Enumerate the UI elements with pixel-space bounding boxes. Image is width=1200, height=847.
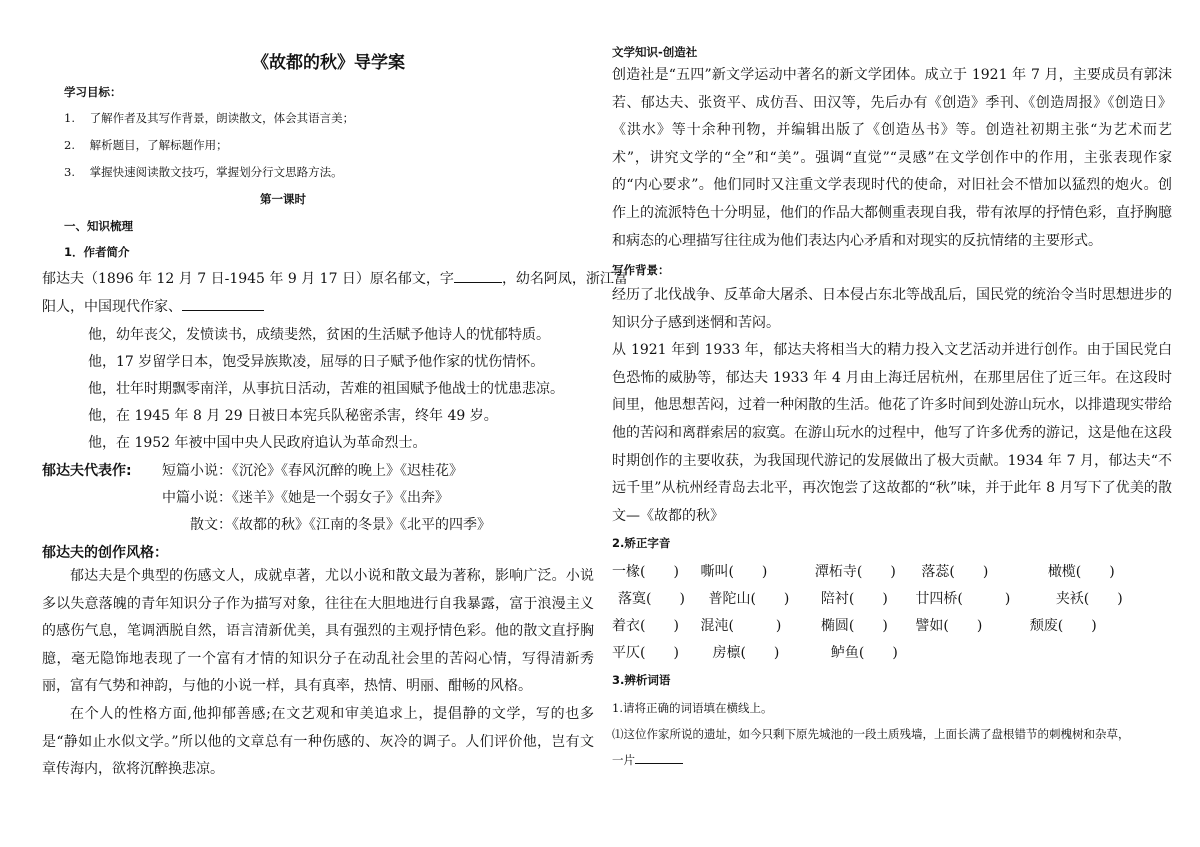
style-heading: 郁达夫的创作风格： bbox=[42, 545, 168, 561]
bio-line-1 bbox=[42, 268, 628, 288]
words-instruction: 1.请将正确的词语填在横线上。 bbox=[612, 701, 773, 715]
goal-text: 掌握快速阅读散文技巧，掌握划分行文思路方法。 bbox=[89, 165, 343, 179]
pinyin-item[interactable]: 鲈鱼( ) bbox=[830, 645, 898, 661]
pinyin-item[interactable]: 嘶叫( ) bbox=[700, 564, 768, 580]
goal-text: 了解作者及其写作背景，朗读散文，体会其语言美； bbox=[89, 111, 355, 125]
background-paragraph-1: 经历了北伐战争、反革命大屠杀、日本侵占东北等战乱后，国民党的统治令当时思想进步的知识分子感到迷惘和苦闷。 bbox=[612, 287, 1172, 331]
pinyin-row bbox=[612, 642, 921, 662]
goals-heading: 学习目标： bbox=[64, 85, 122, 99]
fill-blank[interactable] bbox=[635, 763, 683, 764]
bio-he-line: 他，在 1952 年被中国中央人民政府追认为革命烈士。 bbox=[88, 435, 427, 451]
works-line: 短篇小说：《沉沦》《春风沉醉的晚上》《迟桂花》 bbox=[162, 463, 463, 479]
pinyin-row bbox=[612, 615, 1120, 635]
fill-blank[interactable] bbox=[454, 282, 502, 283]
pinyin-item[interactable]: 潭柘寺( ) bbox=[814, 564, 896, 580]
pinyin-item[interactable]: 橄榄( ) bbox=[1047, 564, 1115, 580]
goal-number: 1. bbox=[64, 111, 75, 125]
pinyin-item[interactable]: 廿四桥( ) bbox=[915, 591, 1011, 607]
works-label: 郁达夫代表作: bbox=[42, 463, 132, 479]
words-heading: 3.辨析词语 bbox=[612, 673, 671, 687]
lit-paragraph: 创造社是“五四”新文学运动中著名的新文学团体。成立于 1921 年 7 月，主要成员有郭沫若、郁达夫、张资平、成仿吾、田汉等，先后办有《创造》季刊、《创造周报》《创造日》《洪水》等十余种刊物，并编辑出版了《创造丛书》等。创造社初期主张“为艺术而艺术”，讲究文学的“全”和“美”。强调“直觉”“灵感”在文学创作中的作用，主张表现作家的“内心要求”。他们同时又注重文学表现时代的使命，对旧社会不惜加以猛烈的炮火。创作上的流派特色十分明显，他们的作品大都侧重表现自我，带有浓厚的抒情色彩，直抒胸臆和病态的心理描写往往成为他们表达内心矛盾和对现实的反抗情绪的主要形式。 bbox=[612, 67, 1172, 249]
words-question-1: ⑴这位作家所说的遗址，如今只剩下原先城池的一段土质残墙，上面长满了盘根错节的刺槐树和杂草， bbox=[612, 727, 1130, 741]
goal-number: 3. bbox=[64, 165, 75, 179]
lit-heading: 文学知识-创造社 bbox=[612, 45, 698, 59]
background-text bbox=[612, 282, 1172, 530]
goal-item-3 bbox=[64, 164, 343, 180]
goal-item-2 bbox=[64, 137, 228, 153]
background-heading: 写作背景： bbox=[612, 263, 670, 277]
pinyin-item[interactable]: 一椽( ) bbox=[612, 564, 679, 580]
bio-text: 郁达夫（1896 年 12 月 7 日-1945 年 9 月 17 日）原名郁文，字 bbox=[42, 271, 454, 287]
pinyin-item[interactable]: 房檩( ) bbox=[712, 645, 780, 661]
style-text bbox=[42, 563, 594, 784]
bio-text: ，幼名阿凤，浙江富 bbox=[501, 271, 628, 287]
pinyin-row bbox=[618, 588, 1146, 608]
goal-text: 解析题目，了解标题作用； bbox=[89, 138, 228, 152]
bio-he-line: 他，幼年丧父，发愤读书，成绩斐然，贫困的生活赋予他诗人的忧郁特质。 bbox=[88, 327, 550, 343]
pinyin-item[interactable]: 落蕊( ) bbox=[921, 564, 989, 580]
words-question-1-end bbox=[612, 752, 683, 768]
fill-blank[interactable] bbox=[182, 310, 264, 311]
pinyin-item[interactable]: 着衣( ) bbox=[612, 618, 679, 634]
pinyin-item[interactable]: 颓废( ) bbox=[1029, 618, 1097, 634]
pinyin-item[interactable]: 譬如( ) bbox=[915, 618, 983, 634]
pinyin-item[interactable]: 混沌( ) bbox=[700, 618, 782, 634]
pinyin-heading: 2.矫正字音 bbox=[612, 536, 671, 550]
pinyin-row bbox=[612, 561, 1138, 581]
pinyin-item[interactable]: 陪衬( ) bbox=[820, 591, 888, 607]
bio-he-line: 他，在 1945 年 8 月 29 日被日本宪兵队秘密杀害，终年 49 岁。 bbox=[88, 408, 498, 424]
bio-text: 阳人，中国现代作家、 bbox=[42, 299, 182, 315]
pinyin-item[interactable]: 落寞( ) bbox=[618, 591, 685, 607]
subsection-heading: 1．作者简介 bbox=[64, 245, 130, 259]
background-paragraph-2: 从 1921 年到 1933 年，郁达夫将相当大的精力投入文艺活动并进行创作。由于国民党白色恐怖的威胁等，郁达夫 1933 年 4 月由上海迁居杭州，在那里居住了近三年。在这段时间里，他思想苦闷，过着一种闲散的生活。他花了许多时间到处游山玩水，以排遣现实带给他的苦闷和离群索居的寂寞。在游山玩水的过程中，他写了许多优秀的游记，这是他在这段时期创作的主要收获，为我国现代游记的发展做出了极大贡献。1934 年 7 月，郁达夫“不远千里”从杭州经青岛去北平，再次饱尝了这故都的“秋”味，并于此年 8 月写下了优美的散文—《故都的秋》 bbox=[612, 342, 1172, 524]
pinyin-item[interactable]: 椭圆( ) bbox=[820, 618, 888, 634]
section-heading: 一、知识梳理 bbox=[64, 219, 133, 233]
question-text: 一片 bbox=[612, 753, 635, 767]
works-line: 中篇小说：《迷羊》《她是一个弱女子》《出奔》 bbox=[162, 490, 449, 506]
works-line: 散文：《故都的秋》《江南的冬景》《北平的四季》 bbox=[190, 517, 491, 533]
pinyin-item[interactable]: 夹袄( ) bbox=[1055, 591, 1123, 607]
page-title: 《故都的秋》导学案 bbox=[252, 53, 405, 73]
bio-he-line: 他，17 岁留学日本，饱受异族欺凌，屈辱的日子赋予他作家的忧伤情怀。 bbox=[88, 354, 545, 370]
style-paragraph-2: 在个人的性格方面,他抑郁善感;在文艺观和审美追求上，提倡静的文学，写的也多是“静如止水似文学。”所以他的文章总有一种伤感的、灰冷的调子。人们评价他，岂有文章传海内，欲将沉醉换悲凉。 bbox=[42, 705, 594, 778]
bio-line-2 bbox=[42, 296, 264, 316]
pinyin-item[interactable]: 平仄( ) bbox=[612, 645, 679, 661]
lesson-heading: 第一课时 bbox=[260, 192, 306, 206]
style-paragraph-1: 郁达夫是个典型的伤感文人，成就卓著，尤以小说和散文最为著称，影响广泛。小说多以失意落魄的青年知识分子作为描写对象，往往在大胆地进行自我暴露，富于浪漫主义的感伤气息，笔调洒脱自然，语言清新优美，具有强烈的主观抒情色彩。他的散文直抒胸臆，毫无隐饰地表现了一个富有才情的知识分子在动乱社会里的苦闷心情，写得清新秀丽，富有气势和神韵，与他的小说一样，具有真率，热情、明丽、酣畅的风格。 bbox=[42, 568, 594, 695]
goal-number: 2. bbox=[64, 138, 75, 152]
goal-item-1 bbox=[64, 110, 354, 126]
pinyin-item[interactable]: 普陀山( ) bbox=[708, 591, 790, 607]
bio-he-line: 他，壮年时期飘零南洋，从事抗日活动，苦难的祖国赋予他战士的忧患悲凉。 bbox=[88, 381, 564, 397]
